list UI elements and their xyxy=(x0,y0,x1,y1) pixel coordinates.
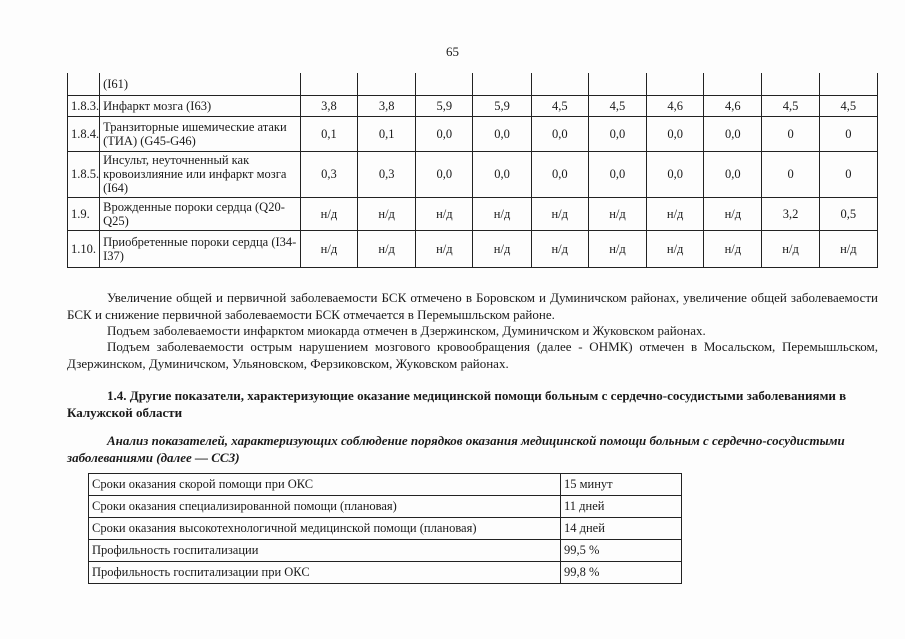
value-cell: 0 xyxy=(819,116,877,151)
value-cell: н/д xyxy=(588,197,646,230)
indicator-label-cell: Профильность госпитализации xyxy=(89,540,561,562)
paragraph-onmk xyxy=(67,339,878,372)
value-cell xyxy=(358,73,416,95)
value-cell: 0,0 xyxy=(588,116,646,151)
indicator-value-cell: 99,5 % xyxy=(561,540,682,562)
table-row xyxy=(89,518,682,540)
value-cell: 4,5 xyxy=(819,95,877,116)
value-cell: н/д xyxy=(647,197,704,230)
value-cell: 5,9 xyxy=(473,95,531,116)
value-cell: н/д xyxy=(416,230,473,267)
value-cell xyxy=(647,73,704,95)
value-cell: 0,0 xyxy=(531,151,588,197)
subheading-text: Анализ показателей, характеризующих соблюдение порядков оказания медицинской помощи больным с сердечно-сосудистыми заболеваниями (далее — ССЗ) xyxy=(67,433,845,465)
value-cell xyxy=(819,73,877,95)
table-row xyxy=(68,151,878,197)
value-cell: 0,0 xyxy=(531,116,588,151)
value-cell xyxy=(531,73,588,95)
row-number-cell: 1.8.5. xyxy=(68,151,100,197)
value-cell: 0,0 xyxy=(473,151,531,197)
value-cell: 4,5 xyxy=(762,95,819,116)
value-cell: 0,3 xyxy=(300,151,357,197)
row-number-cell xyxy=(68,73,100,95)
disease-name-cell: (I61) xyxy=(100,73,301,95)
value-cell: 0 xyxy=(819,151,877,197)
value-cell: 0,0 xyxy=(473,116,531,151)
value-cell: н/д xyxy=(358,230,416,267)
table-row xyxy=(89,540,682,562)
value-cell: 0,0 xyxy=(704,116,762,151)
value-cell: 0,1 xyxy=(300,116,357,151)
indicator-label-cell: Сроки оказания скорой помощи при ОКС xyxy=(89,474,561,496)
section-heading xyxy=(67,387,878,421)
value-cell: 0,0 xyxy=(588,151,646,197)
value-cell: 0,0 xyxy=(416,151,473,197)
value-cell xyxy=(588,73,646,95)
indicator-value-cell: 15 минут xyxy=(561,474,682,496)
paragraph-text: Увеличение общей и первичной заболеваемости БСК отмечено в Боровском и Думиничском районах, увеличение общей заболеваемости БСК и снижение первичной заболеваемости БСК отмечается в Перемышльском районе. xyxy=(67,290,878,322)
value-cell: 0 xyxy=(762,151,819,197)
value-cell: н/д xyxy=(819,230,877,267)
indicator-label-cell: Сроки оказания высокотехнологичной медицинской помощи (плановая) xyxy=(89,518,561,540)
value-cell: 0 xyxy=(762,116,819,151)
table-row xyxy=(89,496,682,518)
indicators-table xyxy=(88,473,682,584)
row-number-cell: 1.9. xyxy=(68,197,100,230)
value-cell: 3,8 xyxy=(358,95,416,116)
row-number-cell: 1.8.4. xyxy=(68,116,100,151)
value-cell: н/д xyxy=(300,230,357,267)
paragraph-text: Подъем заболеваемости инфарктом миокарда отмечен в Дзержинском, Думиничском и Жуковском районах. xyxy=(107,323,706,338)
value-cell: 0,0 xyxy=(647,151,704,197)
value-cell: н/д xyxy=(473,230,531,267)
indicator-value-cell: 14 дней xyxy=(561,518,682,540)
value-cell xyxy=(300,73,357,95)
indicator-value-cell: 99,8 % xyxy=(561,562,682,584)
value-cell: 3,2 xyxy=(762,197,819,230)
value-cell: 5,9 xyxy=(416,95,473,116)
value-cell: 3,8 xyxy=(300,95,357,116)
value-cell: н/д xyxy=(762,230,819,267)
value-cell: н/д xyxy=(358,197,416,230)
table-row xyxy=(68,116,878,151)
disease-name-cell: Врожденные пороки сердца (Q20-Q25) xyxy=(100,197,301,230)
value-cell xyxy=(416,73,473,95)
value-cell xyxy=(762,73,819,95)
value-cell: н/д xyxy=(704,197,762,230)
table-row xyxy=(68,197,878,230)
disease-name-cell: Инфаркт мозга (I63) xyxy=(100,95,301,116)
page-number: 65 xyxy=(446,44,459,59)
table-row xyxy=(68,230,878,267)
row-number-cell: 1.8.3. xyxy=(68,95,100,116)
morbidity-table xyxy=(67,73,878,268)
value-cell: н/д xyxy=(473,197,531,230)
value-cell: 4,6 xyxy=(704,95,762,116)
value-cell xyxy=(704,73,762,95)
paragraph-mi xyxy=(67,323,878,340)
subheading xyxy=(67,432,878,466)
table-row xyxy=(68,95,878,116)
value-cell: н/д xyxy=(531,230,588,267)
value-cell: н/д xyxy=(300,197,357,230)
indicator-label-cell: Профильность госпитализации при ОКС xyxy=(89,562,561,584)
table-row xyxy=(68,73,878,95)
paragraph-bsk xyxy=(67,290,878,323)
value-cell: 4,5 xyxy=(531,95,588,116)
value-cell: 0,1 xyxy=(358,116,416,151)
row-number-cell: 1.10. xyxy=(68,230,100,267)
value-cell: н/д xyxy=(588,230,646,267)
value-cell: 0,0 xyxy=(647,116,704,151)
value-cell: 4,5 xyxy=(588,95,646,116)
value-cell: 0,0 xyxy=(416,116,473,151)
disease-name-cell: Инсульт, неуточненный как кровоизлияние или инфаркт мозга (I64) xyxy=(100,151,301,197)
value-cell: 0,3 xyxy=(358,151,416,197)
value-cell: н/д xyxy=(704,230,762,267)
indicator-label-cell: Сроки оказания специализированной помощи (плановая) xyxy=(89,496,561,518)
value-cell xyxy=(473,73,531,95)
value-cell: н/д xyxy=(531,197,588,230)
table-row xyxy=(89,474,682,496)
section-heading-text: 1.4. Другие показатели, характеризующие оказание медицинской помощи больным с сердечно-сосудистыми заболеваниями в Калужской области xyxy=(67,388,847,420)
disease-name-cell: Транзиторные ишемические атаки (ТИА) (G45-G46) xyxy=(100,116,301,151)
value-cell: н/д xyxy=(647,230,704,267)
value-cell: 0,0 xyxy=(704,151,762,197)
paragraph-text: Подъем заболеваемости острым нарушением мозгового кровообращения (далее - ОНМК) отмечен в Мосальском, Перемышльском, Дзержинском, Думиничском, Ульяновском, Ферзиковском, Жуковском районах. xyxy=(67,339,878,371)
disease-name-cell: Приобретенные пороки сердца (I34-I37) xyxy=(100,230,301,267)
table-row xyxy=(89,562,682,584)
indicator-value-cell: 11 дней xyxy=(561,496,682,518)
value-cell: 0,5 xyxy=(819,197,877,230)
value-cell: н/д xyxy=(416,197,473,230)
value-cell: 4,6 xyxy=(647,95,704,116)
